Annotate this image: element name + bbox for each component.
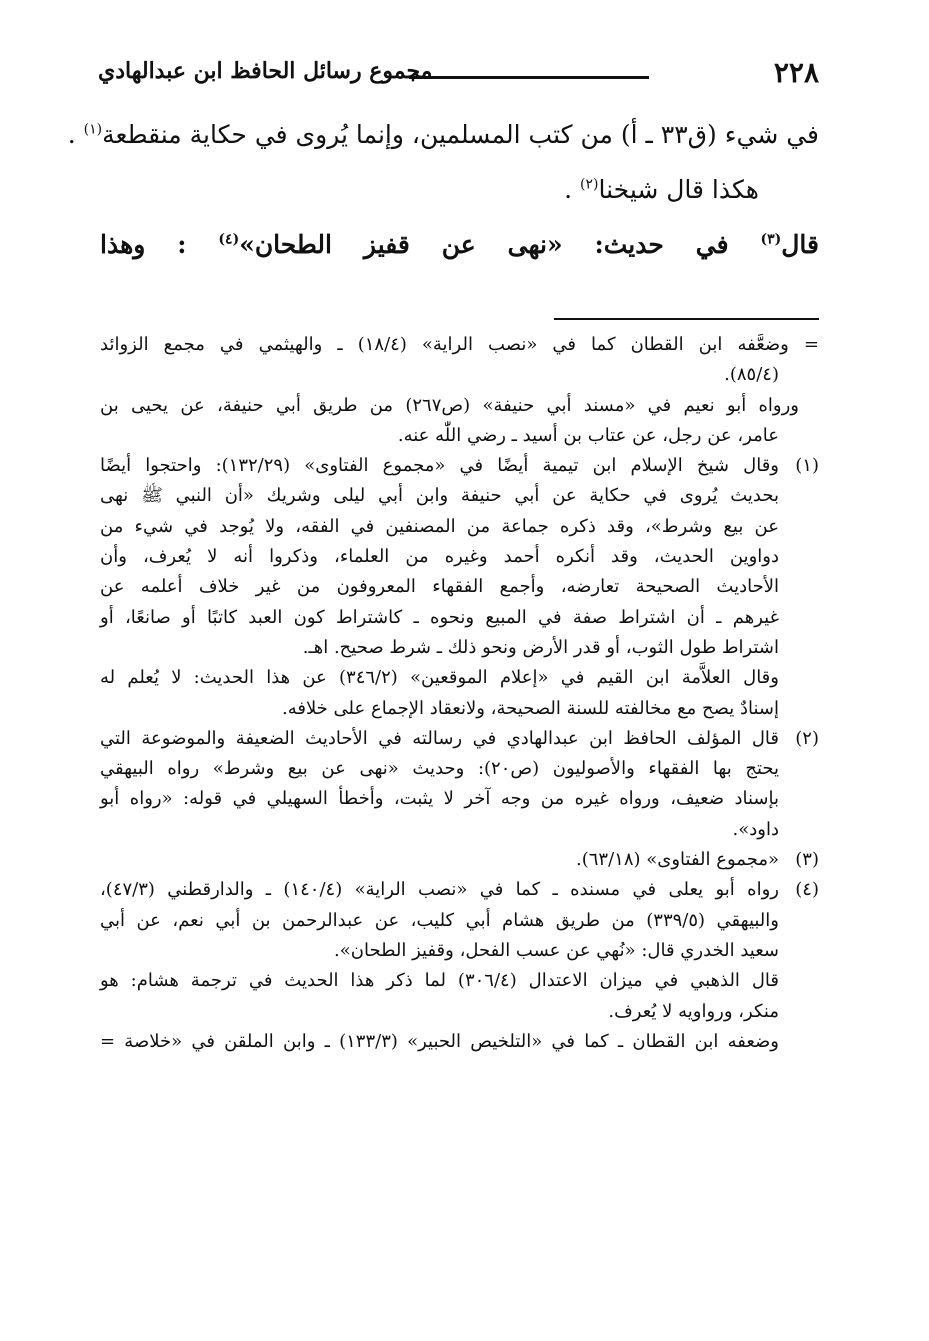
footnote-line: عن بيع وشرط»، وقد ذكره جماعة من المصنفين في الفقه، ولا يُوجد في شيء من — [100, 515, 779, 537]
footnotes — [100, 330, 819, 1057]
footnote-ref-1[interactable]: (١) — [83, 121, 103, 138]
footnote-line: بإسناد ضعيف، ورواه غيره من وجه آخر لا يثبت، وأخطأ السهيلي في قوله: «رواه أبو — [100, 788, 779, 810]
main-line-1: في شيء (ق٣٣ ـ أ) من كتب المسلمين، وإنما يُروى في حكاية منقطعة$^{(١)}$ . — [67, 120, 819, 149]
footnote-ref-3[interactable]: (٣) — [760, 231, 782, 248]
page-header — [98, 56, 819, 96]
footnote-4: (٤)رواه أبو يعلى في مسنده ـ كما في «نصب الراية» (١٤٠/٤) ـ والدارقطني (٤٧/٣)، — [100, 875, 819, 905]
footnote-ref-2[interactable]: (٢) — [580, 176, 599, 193]
footnote-2: (٢)قال المؤلف الحافظ ابن عبدالهادي في رسالته في الأحاديث الضعيفة والموضوعة التي — [100, 724, 819, 754]
footnote-line: غيرهم ـ أن اشتراط صفة في المبيع ونحوه ـ كاشتراط كون العبد كاتبًا أو صانعًا، أو — [100, 606, 779, 628]
footnote-line: وضعفه ابن القطان ـ كما في «التلخيص الحبير» (١٣٣/٣) ـ وابن الملقن في «خلاصة = — [100, 1030, 779, 1052]
footnote-line: عامر، عن رجل، عن عتاب بن أسيد ـ رضي اللّٰه عنه. — [397, 424, 779, 446]
main-line-2: هكذا قال شيخنا$^{(٢)}$ . — [564, 175, 759, 204]
footnote-line: إسنادٌ يصح مع مخالفته للسنة الصحيحة، ولانعقاد الإجماع على خلافه. — [281, 697, 779, 719]
footnote-line: سعيد الخدري قال: «نُهي عن عسب الفحل، وقفيز الطحان». — [334, 939, 779, 961]
footnote-line: ورواه أبو نعيم في «مسند أبي حنيفة» (ص٢٦٧) من طريق أبي حنيفة، عن يحيى بن — [100, 394, 800, 416]
footnote-marker-4: (٤) — [795, 879, 819, 901]
running-title: مجموع رسائل الحافظ ابن عبدالهادي — [98, 58, 433, 84]
footnote-line: بحديث يُروى في حكاية عن أبي حنيفة وابن أبي ليلى وشريك «أن النبي ﷺ نهى — [100, 485, 779, 507]
footnote-line: منكر، ورواويه لا يُعرف. — [608, 1000, 779, 1022]
main-line-3: قال$^{(٣)}$ في حديث: «نهى عن قفيز الطحان»$^{(٤)}$ : وهذا — [100, 230, 819, 259]
main-text — [67, 120, 819, 285]
footnote-1: (١)وقال شيخ الإسلام ابن تيمية أيضًا في «مجموع الفتاوى» (١٣٢/٢٩): واحتجوا أيضًا — [100, 451, 819, 481]
footnote-marker-2: (٢) — [795, 727, 819, 749]
footnote-line: اشتراط طول الثوب، أو قدر الأرض ونحو ذلك ـ شرط صحيح. اهـ. — [302, 636, 779, 658]
footnote-line: دواوين الحديث، وقد أنكره أحمد وغيره من العلماء، وذكروا أنه لا يُعرف، وأن — [100, 546, 779, 568]
footnote-line: داود». — [732, 818, 779, 840]
footnote-separator — [554, 318, 819, 320]
footnote-marker-1: (١) — [795, 455, 819, 477]
footnote-ref-4[interactable]: (٤) — [218, 231, 240, 248]
header-rule — [409, 76, 649, 79]
footnote-line: وقال العلاَّمة ابن القيم في «إعلام الموقعين» (٣٤٦/٢) عن هذا الحديث: لا يُعلم له — [100, 667, 779, 689]
footnote-line: قال الذهبي في ميزان الاعتدال (٣٠٦/٤) لما ذكر هذا الحديث في ترجمة هشام: هو — [100, 970, 779, 992]
footnote-line: والبيهقي (٣٣٩/٥) من طريق هشام أبي كليب، عن عبدالرحمن بن أبي نعم، عن أبي — [100, 909, 779, 931]
footnote-line: (٨٥/٤). — [724, 364, 779, 386]
footnote-marker-3: (٣) — [795, 849, 819, 871]
footnote-line: = وضعَّفه ابن القطان كما في «نصب الراية» (١٨/٤) ـ والهيثمي في مجمع الزوائد — [100, 334, 819, 355]
page-number: ٢٢٨ — [773, 56, 819, 89]
footnote-line: الأحاديث الصحيحة تعارضه، وأجمع الفقهاء المعروفون من غير خلاف أعلمه عن — [100, 576, 779, 598]
footnote-line: يحتج بها الفقهاء والأصوليون (ص٢٠): وحديث «نهى عن بيع وشرط» رواه البيهقي — [100, 758, 780, 780]
footnote-3: (٣)«مجموع الفتاوى» (٦٣/١٨). — [100, 845, 819, 875]
